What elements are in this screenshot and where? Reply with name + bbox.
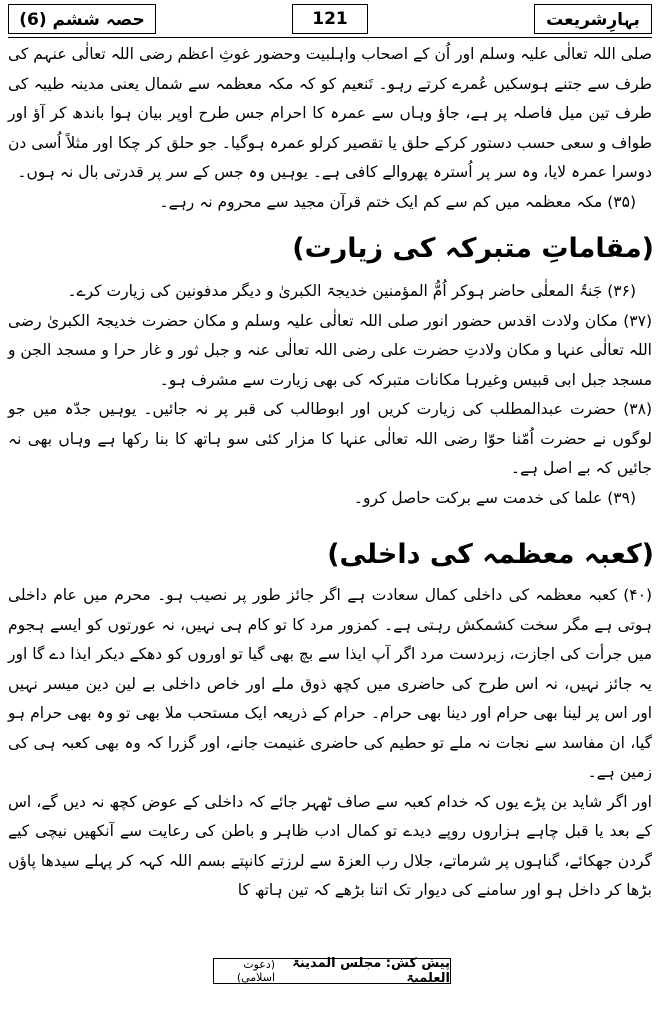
book-title: بہارِشریعت bbox=[534, 4, 652, 34]
paragraph: اور اگر شاید بن پڑے یوں کہ خدام کعبہ سے صاف ٹھہر جائے کہ داخلی کے عوض کچھ نہ دیں گے، اس کے بعد یا قبل چاہے ہزاروں روپے دیدے تو کمال ادب ظاہر و باطن کی رعایت سے آنکھیں نیچی کیے گردن جھکائے، گناہوں پر شرماتے، جلال رب العزۃ سے لرزتے کانپتے بسم اللہ کہہ کر پہلے سیدھا پاؤں بڑھا کر داخل ہو اور سامنے کی دیوار تک اتنا بڑھے کہ تین ہاتھ کا bbox=[8, 792, 652, 899]
paragraph: (۳۸) حضرت عبدالمطلب کی زیارت کریں اور ابوطالب کی قبر پر نہ جائیں۔ یوہیں جدّہ میں جو لوگوں نے حضرت اُمّنا حوّا رضی اللہ تعالٰی عنہا کا مزار کئی سو ہاتھ کا بنا رکھا ہے وہاں بھی نہ جائیں کہ بے اصل ہے۔ bbox=[8, 400, 652, 477]
paragraph: (۳۶) جَنۃُ المعلٰی حاضر ہوکر اُمُّ المؤمنین خدیجۃ الکبریٰ و دیگر مدفونین کی زیارت کرے۔ bbox=[67, 282, 636, 300]
footer-box bbox=[213, 958, 451, 984]
header-rule bbox=[8, 37, 652, 38]
footer-sub: (دعوت اسلامی) bbox=[236, 958, 276, 984]
section-heading: (کعبہ معظمہ کی داخلی) bbox=[327, 539, 654, 570]
page-body bbox=[6, 40, 654, 906]
page-number: 121 bbox=[292, 4, 368, 34]
paragraph: (۳۵) مکہ معظمہ میں کم سے کم ایک ختم قرآن مجید سے محروم نہ رہے۔ bbox=[159, 192, 636, 211]
part-label: حصہ ششم (6) bbox=[8, 4, 156, 34]
footer-label: پیش کش: مجلس المدینۃ العلمیۃ bbox=[292, 956, 450, 986]
section-heading: (مقاماتِ متبرکہ کی زیارت) bbox=[292, 233, 654, 264]
paragraph: (۳۷) مکان ولادت اقدس حضور انور صلی اللہ تعالٰی علیہ وسلم و مکان حضرت خدیجۃ الکبریٰ رضی اللہ تعالٰی عنہا و مکان ولادتِ حضرت علی رضی اللہ تعالٰی عنہ و جبل ثور و غار حرا و مسجد الجن و مسجد جبل ابی قبیس وغیرہا مکانات متبرکہ کی بھی زیارت سے مشرف ہو۔ bbox=[8, 311, 652, 389]
paragraph: (۴۰) کعبہ معظمہ کی داخلی کمال سعادت ہے اگر جائز طور پر نصیب ہو۔ محرم میں عام داخلی ہوتی ہے مگر سخت کشمکش رہتی ہے۔ کمزور مرد کا تو کام ہی نہیں، نہ عورتوں کو ایسے ہجوم میں جرأت کی اجازت، زبردست مرد اگر آپ ایذا سے بچ بھی گیا تو اوروں کو دھکے دیکر ایذا دے گا اور یہ جائز نہیں، نہ اس طرح کی حاضری میں کچھ ذوق ملے اور خاص داخلی بے لین دین میسر نہیں اور اس پر لینا بھی حرام اور دینا بھی حرام۔ حرام کے ذریعہ ایک مستحب ملا بھی تو وہ بھی حرام ہو گیا، ان مفاسد سے نجات نہ ملے تو حطیم کی حاضری غنیمت جانے، اور گزرا کہ وہ بھی کعبہ ہی کی زمین ہے۔ bbox=[8, 586, 652, 781]
page-header bbox=[8, 4, 652, 38]
paragraph: (۳۹) علما کی خدمت سے برکت حاصل کرو۔ bbox=[353, 488, 636, 507]
paragraph: صلی اللہ تعالٰی علیہ وسلم اور اُن کے اصحاب واہلبیت وحضور غوثِ اعظم رضی اللہ تعالٰی عنہم کی طرف سے جتنے ہوسکیں عُمرے کرتے رہو۔ تَنعیم کو کہ مکہ معظمہ سے شمال یعنی مدینہ طیبہ کی طرف تین میل فاصلہ پر ہے، جاؤ وہاں سے عمرہ کا احرام جس طرح اوپر بیان ہوا باندھ کر آؤ اور طواف و سعی حسب دستور کرکے حلق یا تقصیر کرلو عمرہ ہوگیا۔ جو حلق کر چکا اور مثلاً اُسی دن دوسرا عمرہ لایا، وہ سر پر اُسترہ پھروالے کافی ہے۔ یوہیں وہ جس کے سر پر قدرتی بال نہ ہوں۔ bbox=[8, 45, 652, 181]
